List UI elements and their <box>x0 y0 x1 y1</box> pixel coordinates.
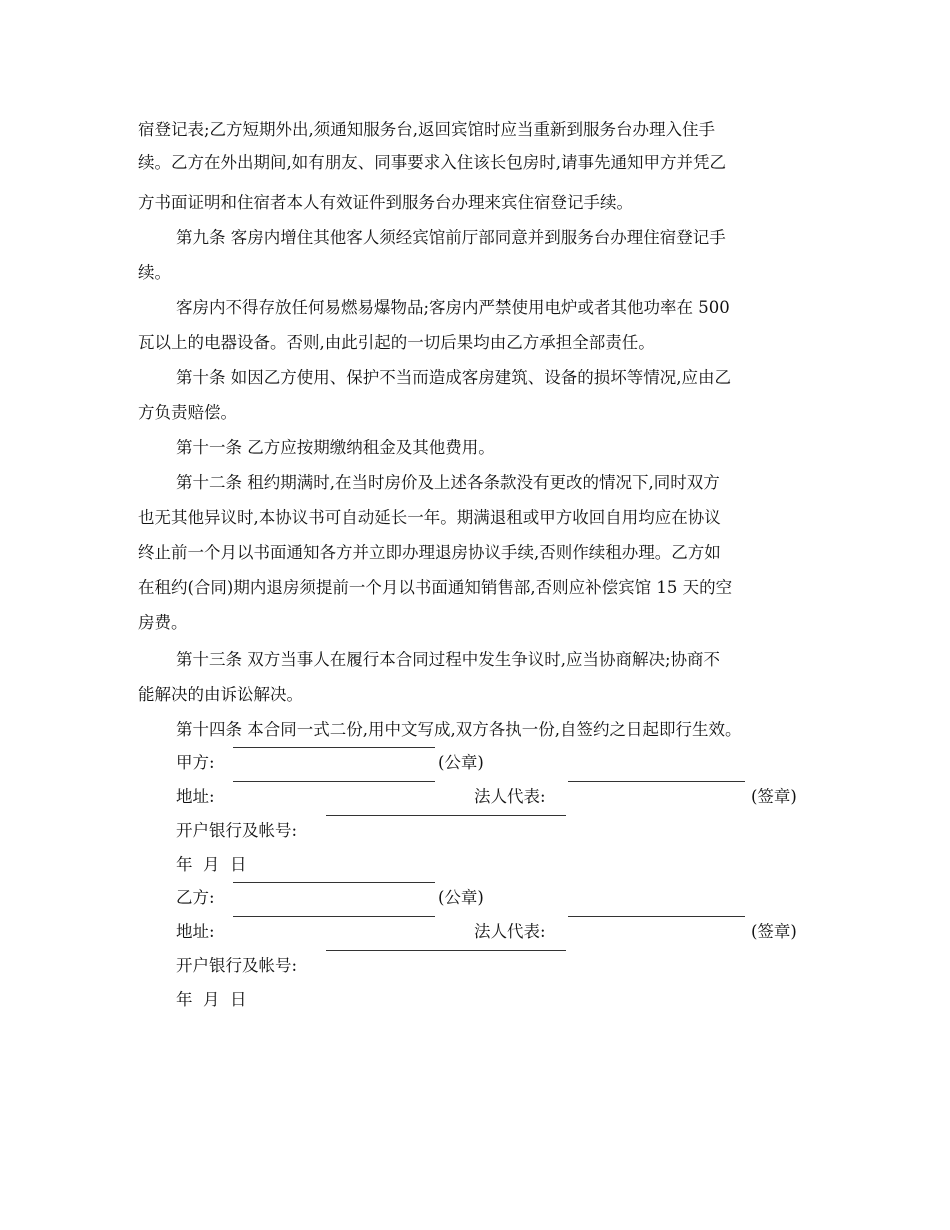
party-a-bank-field[interactable] <box>326 814 566 816</box>
party-a-date-row <box>176 848 856 882</box>
party-b-rep-label: 法人代表: <box>474 922 546 941</box>
party-a-address-label: 地址: <box>176 787 215 806</box>
party-b-row <box>176 881 856 915</box>
party-b-address-row <box>176 915 856 949</box>
paragraph-line: 续。 <box>138 263 171 282</box>
party-b-name-field[interactable] <box>233 881 435 883</box>
article-9: 第九条 客房内增住其他客人须经宾馆前厅部同意并到服务台办理住宿登记手 <box>176 228 726 247</box>
party-b-sign: (签章) <box>751 922 797 941</box>
party-a-address-field[interactable] <box>233 780 435 782</box>
party-b-seal: (公章) <box>438 888 484 907</box>
party-a-date: 年 月 日 <box>176 855 247 874</box>
party-b-bank-label: 开户银行及帐号: <box>176 956 298 975</box>
party-a-address-row <box>176 780 856 814</box>
party-a-label: 甲方: <box>176 753 215 772</box>
party-a-seal: (公章) <box>438 753 484 772</box>
paragraph-line: 方书面证明和住宿者本人有效证件到服务台办理来宾住宿登记手续。 <box>138 193 633 212</box>
party-a-row <box>176 746 856 780</box>
party-b-rep-field[interactable] <box>568 915 745 917</box>
article-14: 第十四条 本合同一式二份,用中文写成,双方各执一份,自签约之日起即行生效。 <box>176 720 742 739</box>
paragraph-line: 终止前一个月以书面通知各方并立即办理退房协议手续,否则作续租办理。乙方如 <box>138 543 721 562</box>
paragraph-line: 在租约(合同)期内退房须提前一个月以书面通知销售部,否则应补偿宾馆 15 天的空 <box>138 578 733 597</box>
party-b-address-field[interactable] <box>233 915 435 917</box>
party-b-bank-row <box>176 949 856 983</box>
party-b-address-label: 地址: <box>176 922 215 941</box>
party-a-bank-row <box>176 814 856 848</box>
article-11: 第十一条 乙方应按期缴纳租金及其他费用。 <box>176 438 495 457</box>
party-a-rep-label: 法人代表: <box>474 787 546 806</box>
paragraph-line: 续。乙方在外出期间,如有朋友、同事要求入住该长包房时,请事先通知甲方并凭乙 <box>138 153 726 172</box>
paragraph-line: 方负责赔偿。 <box>138 403 237 422</box>
paragraph-line: 也无其他异议时,本协议书可自动延长一年。期满退租或甲方收回自用均应在协议 <box>138 508 721 527</box>
article-12: 第十二条 租约期满时,在当时房价及上述各条款没有更改的情况下,同时双方 <box>176 473 720 492</box>
article-10: 第十条 如因乙方使用、保护不当而造成客房建筑、设备的损坏等情况,应由乙 <box>176 368 731 387</box>
party-b-date: 年 月 日 <box>176 990 247 1009</box>
article-13: 第十三条 双方当事人在履行本合同过程中发生争议时,应当协商解决;协商不 <box>176 650 721 669</box>
paragraph-line: 房费。 <box>138 613 188 632</box>
paragraph-line: 瓦以上的电器设备。否则,由此引起的一切后果均由乙方承担全部责任。 <box>138 333 655 352</box>
paragraph-line: 能解决的由诉讼解决。 <box>138 685 303 704</box>
party-a-sign: (签章) <box>751 787 797 806</box>
party-b-date-row <box>176 983 856 1017</box>
party-a-name-field[interactable] <box>233 746 435 748</box>
party-b-bank-field[interactable] <box>326 949 566 951</box>
paragraph-line: 宿登记表;乙方短期外出,须通知服务台,返回宾馆时应当重新到服务台办理入住手 <box>138 120 716 139</box>
party-b-label: 乙方: <box>176 888 215 907</box>
paragraph-line: 客房内不得存放任何易燃易爆物品;客房内严禁使用电炉或者其他功率在 500 <box>176 298 730 317</box>
party-a-rep-field[interactable] <box>568 780 745 782</box>
party-a-bank-label: 开户银行及帐号: <box>176 821 298 840</box>
